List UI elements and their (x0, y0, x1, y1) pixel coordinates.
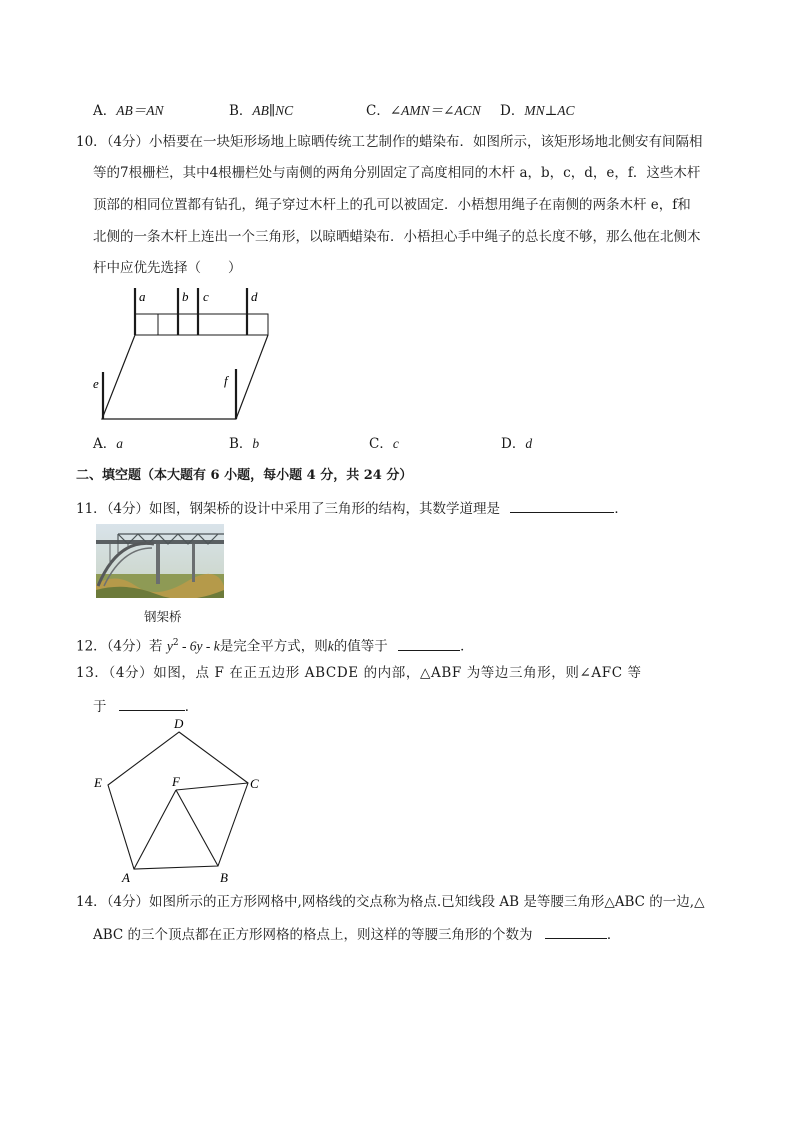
q9-option-d[interactable] (500, 102, 575, 120)
pole-label-e: e (93, 376, 99, 391)
option-letter: C． (366, 103, 390, 119)
option-letter: B． (229, 103, 253, 119)
vertex-label-b: B (220, 870, 228, 885)
option-text: ∠AMN＝∠ACN (389, 103, 481, 118)
q14-line-1: 14．（4分）如图所示的正方形网格中,网格线的交点称为格点.已知线段 AB 是等腰三角形△ABC 的一边,△ (76, 894, 705, 910)
vertex-label-a: A (122, 870, 130, 885)
q13-line-1: 13．（4分）如图，点 F 在正五边形 ABCDE 的内部，△ABF 为等边三角形，则∠AFC 等 (76, 665, 642, 681)
option-text: AB∥NC (252, 103, 294, 118)
option-text: AB＝AN (116, 103, 164, 118)
q10-option-d[interactable]: D．d (501, 436, 533, 452)
q10-line-4: 北侧的一条木杆上连出一个三角形，以晾晒蜡染布．小梧担心手中绳子的总长度不够，那么他在北侧木 (93, 229, 701, 245)
q10-line-5: 杆中应优先选择（ ） (93, 260, 242, 276)
q11-text: 11．（4分）如图，钢架桥的设计中采用了三角形的结构，其数学道理是 ． (76, 498, 628, 518)
q9-option-a[interactable] (93, 102, 164, 120)
pentagon-figure (88, 714, 268, 890)
pole-label-d: d (251, 289, 258, 304)
fence-figure (88, 284, 278, 424)
vertex-label-e: E (94, 775, 102, 790)
q10-line-3: 顶部的相同位置都有钻孔，绳子穿过木杆上的孔可以被固定．小梧想用绳子在南侧的两条木杆 e，f和 (93, 197, 691, 213)
q10-option-c[interactable]: C．c (369, 436, 399, 452)
q9-option-c[interactable] (366, 102, 481, 120)
pole-label-a: a (139, 289, 146, 304)
q12-text: 12．（4分）若 $y^2 - 6y$ - k是完全平方式，则k的值等于 ． (76, 634, 474, 656)
section-title: 二、填空题（本大题有 6 小题，每小题 4 分，共 24 分） (76, 468, 413, 483)
q10-option-a[interactable]: A．a (93, 436, 123, 452)
vertex-label-d: D (174, 716, 184, 731)
vertex-label-c: C (250, 776, 259, 791)
q10-option-b[interactable]: B．b (229, 436, 260, 452)
q9-option-b[interactable] (229, 102, 293, 120)
vertex-label-f: F (172, 774, 180, 789)
option-letter: A． (93, 103, 117, 119)
q13-answer-blank[interactable] (119, 696, 185, 711)
bridge-caption: 钢架桥 (144, 609, 182, 624)
q11-answer-blank[interactable] (510, 498, 614, 513)
q14-line-2: ABC 的三个顶点都在正方形网格的格点上，则这样的等腰三角形的个数为 ． (93, 924, 620, 944)
pole-label-f: f (224, 373, 228, 388)
q10-line-2: 等的7根栅栏，其中4根栅栏处与南侧的两角分别固定了高度相同的木杆 a，b，c，d，e，f．这些木杆 (93, 165, 701, 181)
q12-answer-blank[interactable] (398, 636, 460, 651)
bridge-photo (96, 524, 224, 598)
option-text: MN⊥AC (524, 103, 575, 118)
q10-line-1: 10．（4分）小梧要在一块矩形场地上晾晒传统工艺制作的蜡染布．如图所示，该矩形场地北侧安有间隔相 (76, 134, 703, 150)
pole-label-b: b (182, 289, 189, 304)
pole-label-c: c (203, 289, 209, 304)
q13-line-2: 于 ． (93, 696, 198, 716)
option-letter: D． (500, 103, 525, 119)
q14-answer-blank[interactable] (545, 924, 607, 939)
